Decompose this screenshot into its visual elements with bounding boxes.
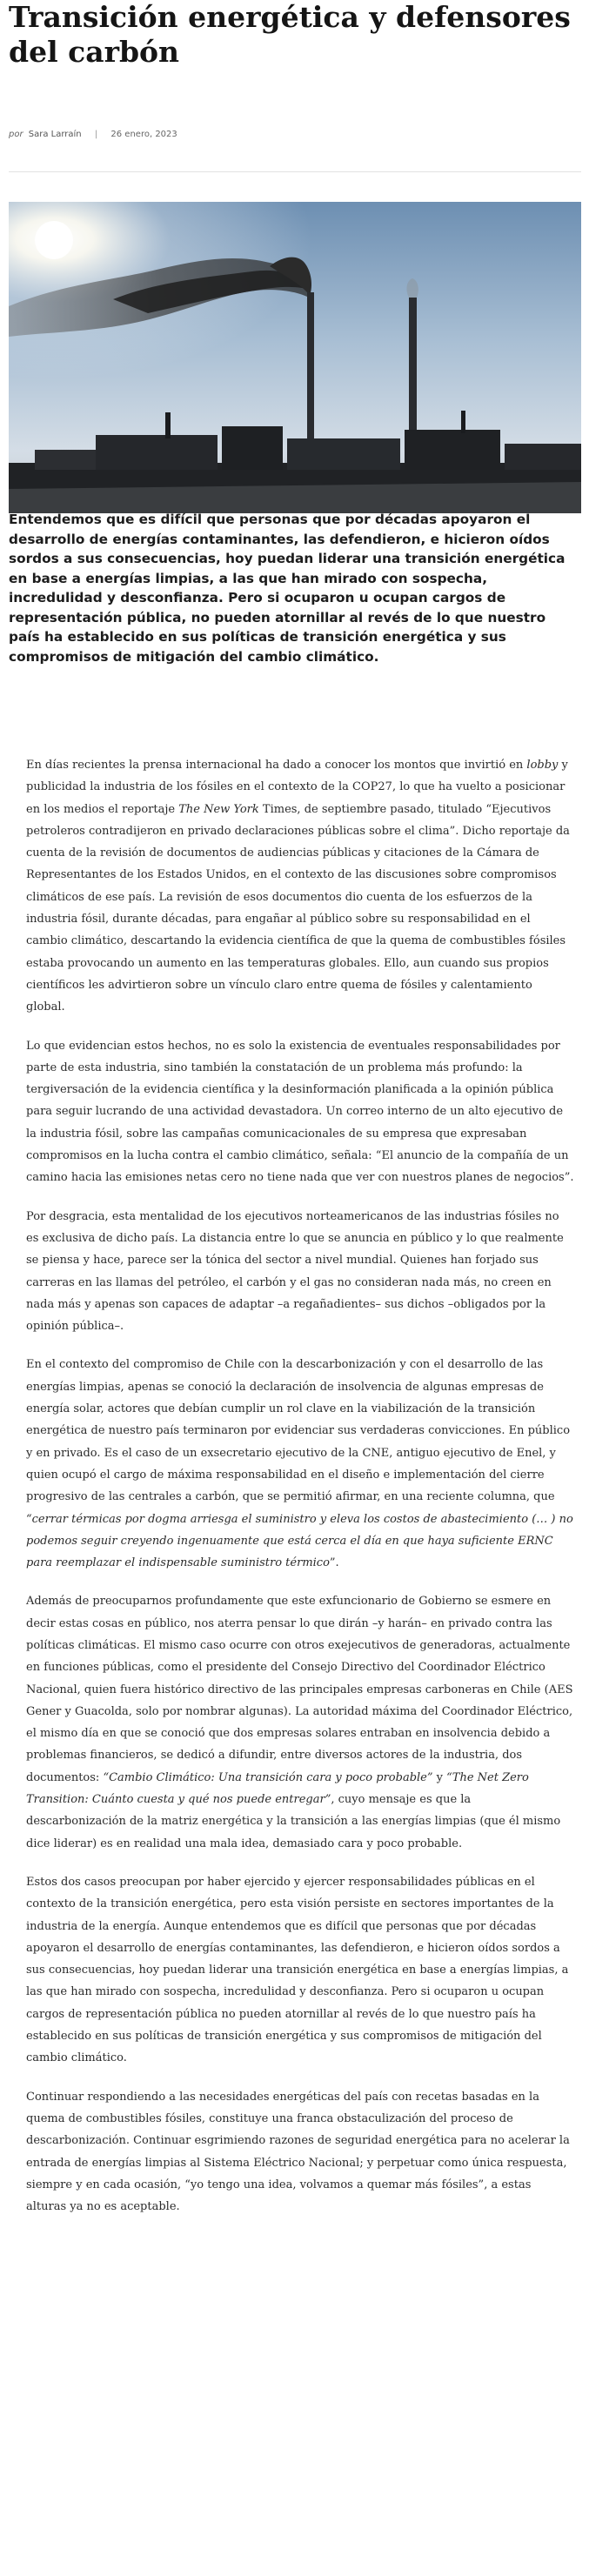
body-paragraph: Además de preocuparnos profundamente que este exfuncionario de Gobierno se esmere en decir estas cosas en público, nos aterra pensar lo que dirán –y harán– en privado contra las políticas climáticas. El mismo caso ocurre con otros exejecutivos de generadoras, actualmente en funciones públicas, como el presidente del Consejo Directivo del Coordinador Eléctrico Nacional, quien fuera histórico directivo de las principales empresas carboneras en Chile (AES Gener y Guacolda, solo por nombrar algunas). La autoridad máxima del Coordinador Eléctrico, el mismo día en que se conoció que dos empresas solares entraban en insolvencia debido a problemas financieros, se dedicó a difundir, entre diversos actores de la industria, dos documentos: “Cambio Climático: Una transición cara y poco probable” y “The Net Zero Transition: Cuánto cuesta y qué nos puede entregar”, cuyo mensaje es que la descarbonización de la matriz energética y la transición a las energías limpias (que él mismo dice liderar) es en realidad una mala idea, demasiado cara y poco probable.: [26, 1595, 573, 1850]
meta-separator: |: [94, 130, 98, 139]
article-meta: [9, 130, 177, 139]
hero-image: [9, 202, 581, 513]
body-paragraph: En el contexto del compromiso de Chile con la descarbonización y con el desarrollo de las energías limpias, apenas se conoció la declaración de insolvencia de algunas empresas de energía solar, actores que debían cumplir un rol clave en la viabilización de la transición energética de nuestro país terminaron por evidenciar sus verdaderas convicciones. En público y en privado. Es el caso de un exsecretario ejecutivo de la CNE, antiguo ejecutivo de Enel, y quien ocupó el cargo de máxima responsabilidad en el diseño e implementación del cierre progresivo de las centrales a carbón, que se permitió afirmar, en una reciente columna, que “cerrar térmicas por dogma arriesga el suministro y eleva los costos de abastecimiento (… ) no podemos seguir creyendo ingenuamente que está cerca el día en que haya suficiente ERNC para reemplazar el indispensable suministro térmico”.: [26, 1358, 573, 1570]
body-paragraph: Continuar respondiendo a las necesidades energéticas del país con recetas basadas en la quema de combustibles fósiles, constituye una franca obstaculización del proceso de descarbonización. Continuar esgrimiendo razones de seguridad energética para no acelerar la entrada de energías limpias al Sistema Eléctrico Nacional; y perpetuar como única respuesta, siempre y en cada ocasión, “yo tengo una idea, volvamos a quemar más fósiles”, a estas alturas ya no es aceptable.: [26, 2090, 570, 2214]
article-title: Transición energética y defensores del carbón: [9, 0, 571, 69]
body-paragraph: Lo que evidencian estos hechos, no es solo la existencia de eventuales responsabilidades por parte de esta industria, sino también la constatación de un problema más profundo: la tergiversación de la evidencia científica y la desinformación planificada a la opinión pública para seguir lucrando de una actividad devastadora. Un correo interno de un alto ejecutivo de la industria fósil, sobre las campañas comunicacionales de su empresa que expresaban compromisos en la lucha contra el cambio climático, señala: “El anuncio de la compañía de un camino hacia las emisiones netas cero no tiene nada que ver con nuestros planes de negocios”.: [26, 1039, 574, 1185]
body-paragraph: En días recientes la prensa internacional ha dado a conocer los montos que invirtió en lobby y publicidad la industria de los fósiles en el contexto de la COP27, lo que ha vuelto a posicionar en los medios el reportaje The New York Times, de septiembre pasado, titulado “Ejecutivos petroleros contradijeron en privado declaraciones públicas sobre el clima”. Dicho reportaje da cuenta de la revisión de documentos de audiencias públicas y citaciones de la Cámara de Representantes de los Estados Unidos, en el contexto de las discusiones sobre compromisos climáticos de ese país. La revisión de esos documentos dio cuenta de los esfuerzos de la industria fósil, durante décadas, para engañar al público sobre su responsabilidad en el cambio climático, descartando la evidencia científica de que la quema de combustibles fósiles estaba provocando un aumento en las temperaturas globales. Ello, aun cuando sus propios científicos les advirtieron sobre un vínculo claro entre quema de fósiles y calentamiento global.: [26, 759, 570, 1014]
power-plant-photo: [9, 202, 581, 513]
body-paragraph: Estos dos casos preocupan por haber ejercido y ejercer responsabilidades públicas en el contexto de la transición energética, pero esta visión persiste en sectores importantes de la industria de la energía. Aunque entendemos que es difícil que personas que por décadas apoyaron el desarrollo de energías contaminantes, las defendieron, e hicieron oídos sordos a sus consecuencias, hoy puedan liderar una transición energética en base a energías limpias, a las que han mirado con sospecha, incredulidad y desconfianza. Pero si ocuparon u ocupan cargos de representación pública no pueden atornillar al revés de lo que nuestro país ha establecido en sus políticas de transición energética y sus compromisos de mitigación del cambio climático.: [26, 1875, 569, 2065]
publish-date: 26 enero, 2023: [110, 130, 177, 139]
byline-prefix: por: [9, 130, 23, 139]
author-link[interactable]: Sara Larraín: [28, 130, 82, 139]
article-body: [26, 754, 574, 2234]
body-paragraph: Por desgracia, esta mentalidad de los ejecutivos norteamericanos de las industrias fósiles no es exclusiva de dicho país. La distancia entre lo que se anuncia en público y lo que realmente se piensa y hace, parece ser la tónica del sector a nivel mundial. Quienes han forjado sus carreras en las llamas del petróleo, el carbón y el gas no consideran nada más, no creen en nada más y apenas son capaces de adaptar –a regañadientes– sus dichos –obligados por la opinión pública–.: [26, 1209, 564, 1334]
article-lead: Entendemos que es difícil que personas que por décadas apoyaron el desarrollo de energías contaminantes, las defendieron, e hicieron oídos sordos a sus consecuencias, hoy puedan liderar una transición energética en base a energías limpias, a las que han mirado con sospecha, incredulidad y desconfianza. Pero si ocuparon u ocupan cargos de representación pública, no pueden atornillar al revés de lo que nuestro país ha establecido en sus políticas de transición energética y sus compromisos de mitigación del cambio climático.: [9, 512, 566, 665]
header-divider: [9, 171, 581, 172]
